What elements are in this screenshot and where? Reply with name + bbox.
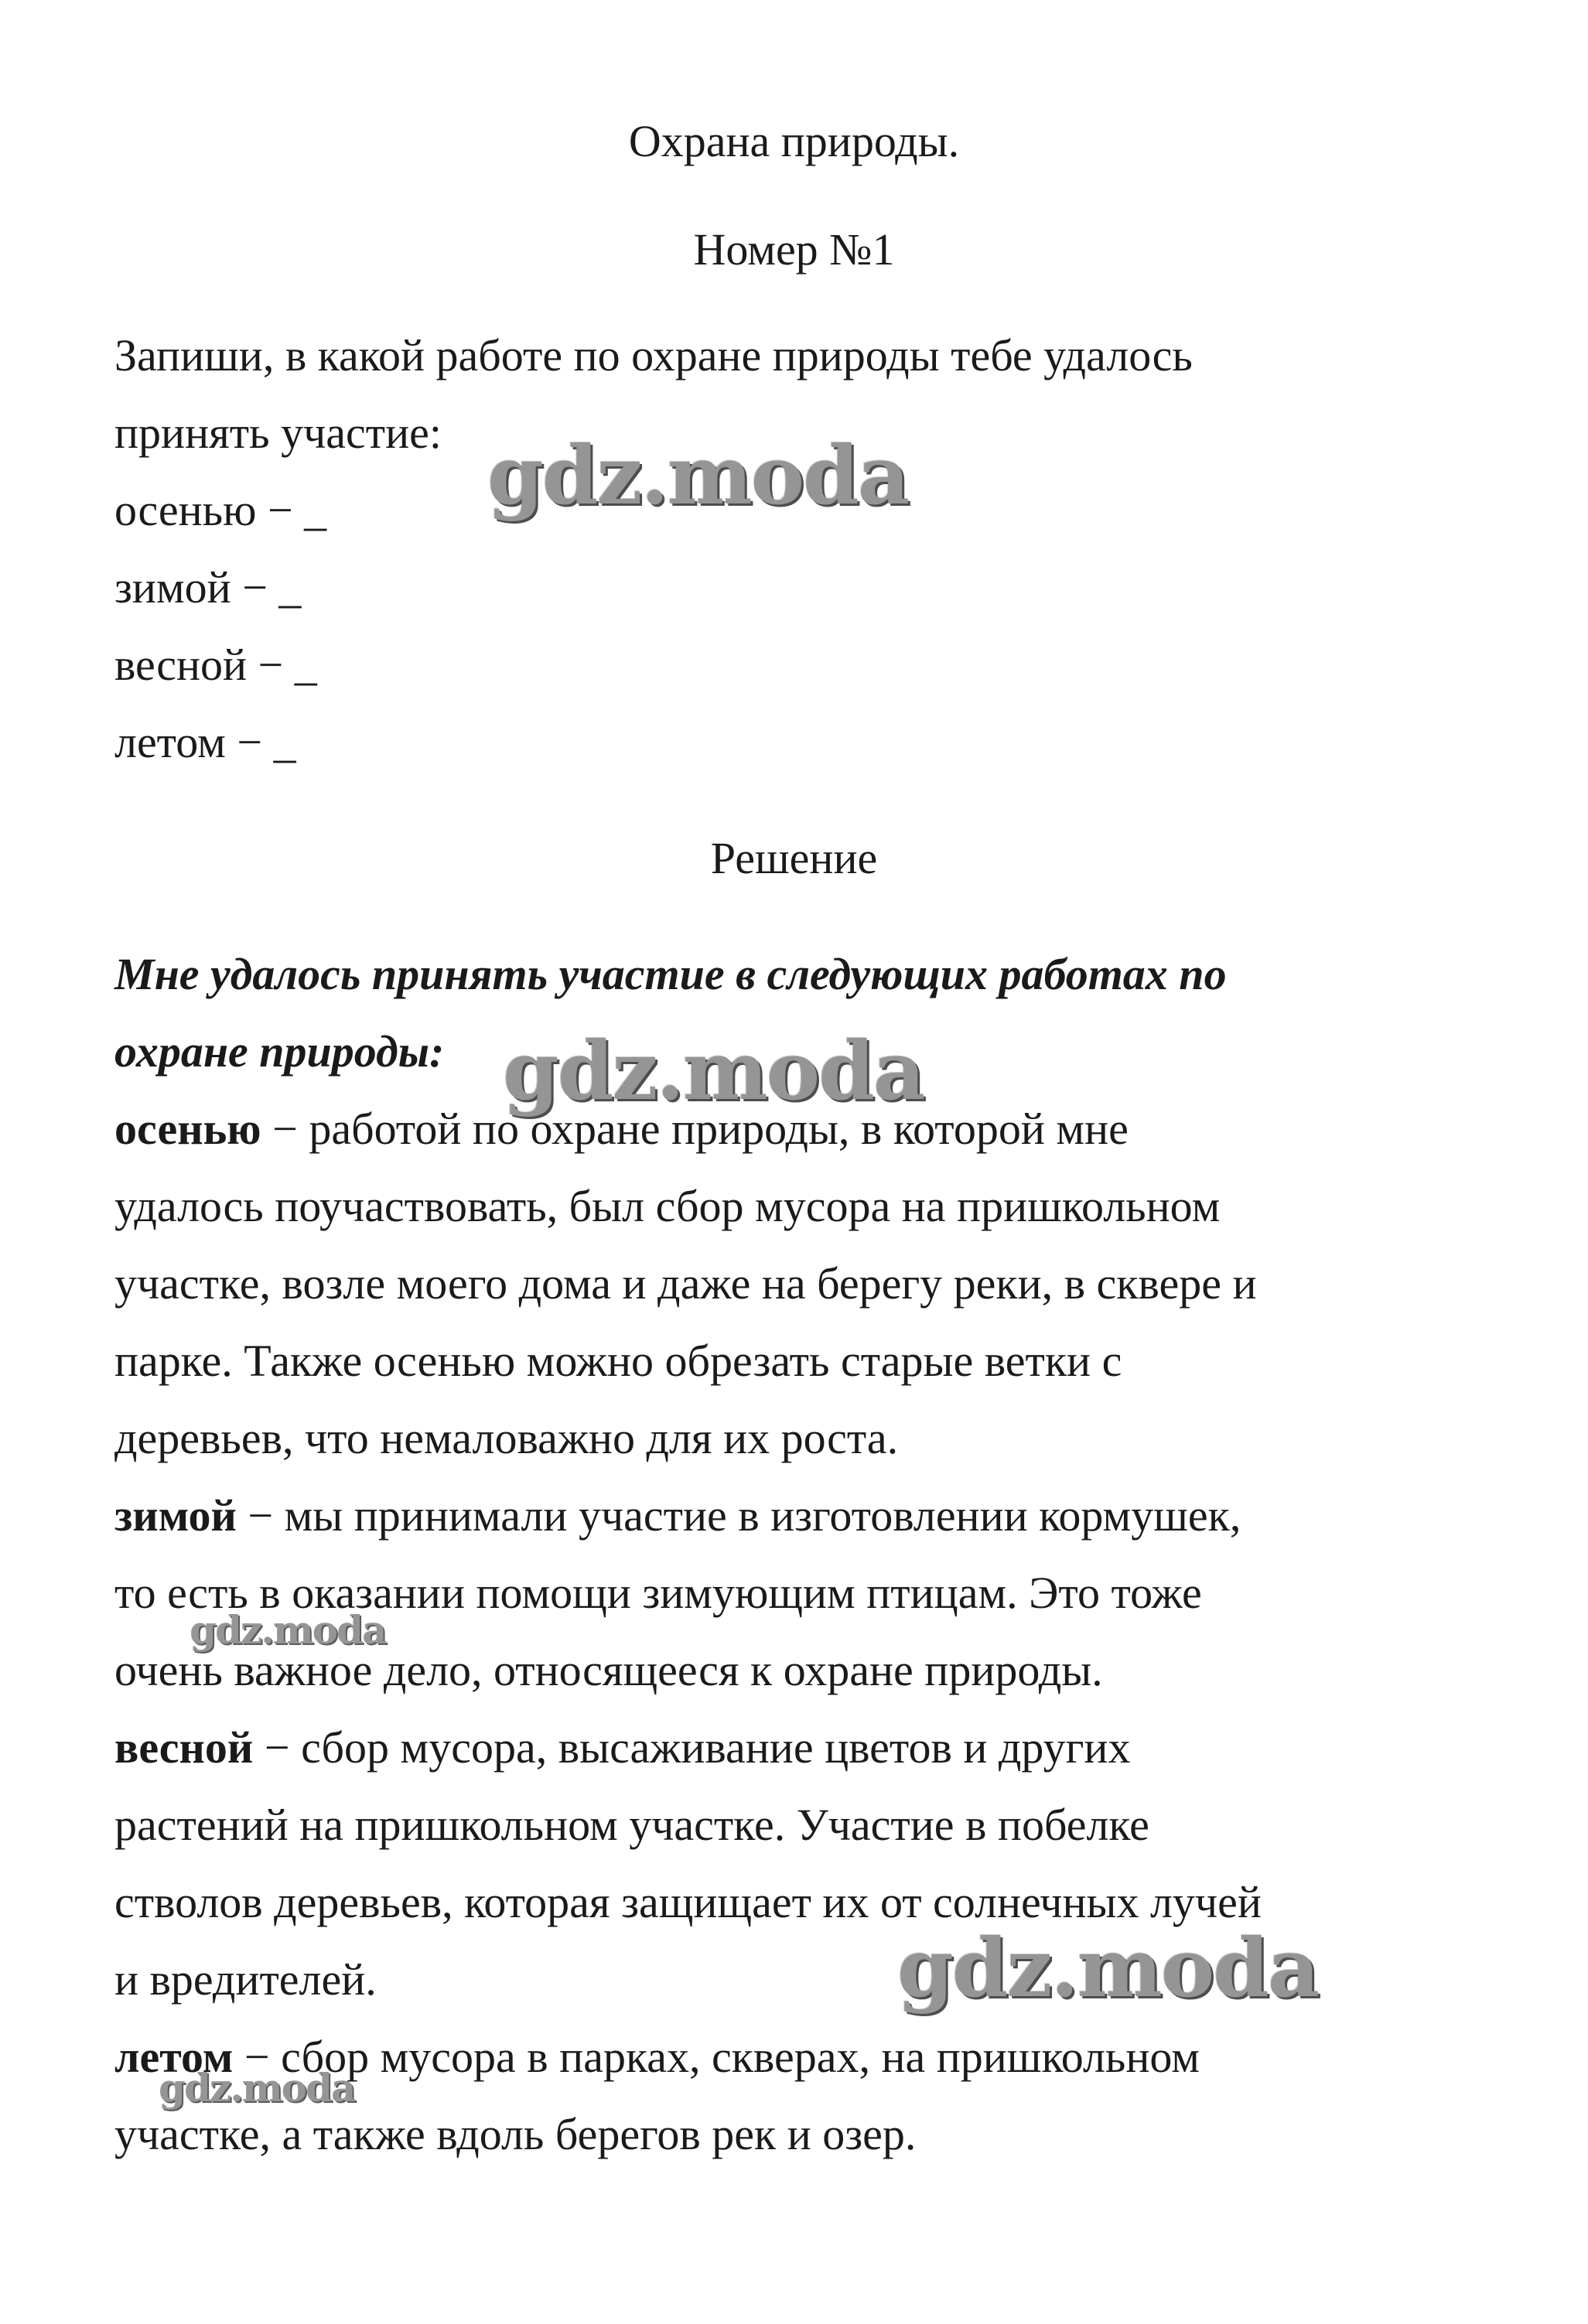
watermark: gdz.moda [190,1607,386,1653]
spring-text: − сбор мусора, высаживание цветов и других [253,1722,1131,1773]
autumn-line-2: удалось поучаствовать, был сбор мусора на пришкольном [114,1181,1221,1231]
autumn-line-4: парке. Также осенью можно обрезать старые ветки с [114,1336,1122,1386]
spring-line-2: растений на пришкольном участке. Участие в побелке [114,1800,1149,1850]
spring-term: весной [114,1722,254,1773]
winter-line-1 [114,1489,1241,1543]
page-title: Охрана природы. [628,116,960,166]
autumn-line-5: деревьев, что немаловажно для их роста. [114,1413,899,1463]
spring-line-1 [114,1721,1130,1775]
winter-term: зимой [114,1490,237,1541]
solution-intro-line-1: Мне удалось принять участие в следующих работах по [114,949,1227,999]
autumn-text: − работой по охране природы, в которой мне [261,1104,1129,1154]
autumn-term: осенью [114,1104,261,1154]
winter-text: − мы принимали участие в изготовлении кормушек, [236,1490,1241,1541]
summer-term: летом [114,2032,234,2082]
task-number: Номер №1 [693,224,895,275]
spring-line-3: стволов деревьев, которая защищает их от солнечных лучей [114,1877,1262,1927]
task-item-summer: летом − _ [114,717,296,767]
watermark: gdz.moda [897,1920,1319,2015]
watermark: gdz.moda [487,428,909,523]
watermark: gdz.moda [159,2065,355,2111]
winter-line-3: очень важное дело, относящееся к охране природы. [114,1645,1103,1695]
autumn-line-3: участке, возле моего дома и даже на берегу реки, в сквере и [114,1258,1257,1309]
task-text-line-1: Запиши, в какой работе по охране природы тебе удалось [114,330,1193,381]
winter-line-2: то есть в оказании помощи зимующим птицам. Это тоже [114,1568,1202,1618]
solution-intro-line-2: охране природы: [114,1026,445,1077]
task-item-winter: зимой − _ [114,562,302,613]
summer-line-2: участке, а также вдоль берегов рек и озер. [114,2109,917,2159]
task-item-spring: весной − _ [114,640,317,690]
watermark: gdz.moda [503,1023,924,1118]
solution-heading: Решение [710,833,878,883]
task-text-line-2: принять участие: [114,408,442,458]
task-item-autumn: осенью − _ [114,485,327,535]
spring-line-4: и вредителей. [114,1954,377,2005]
summer-text: − сбор мусора в парках, скверах, на пришкольном [233,2032,1200,2082]
